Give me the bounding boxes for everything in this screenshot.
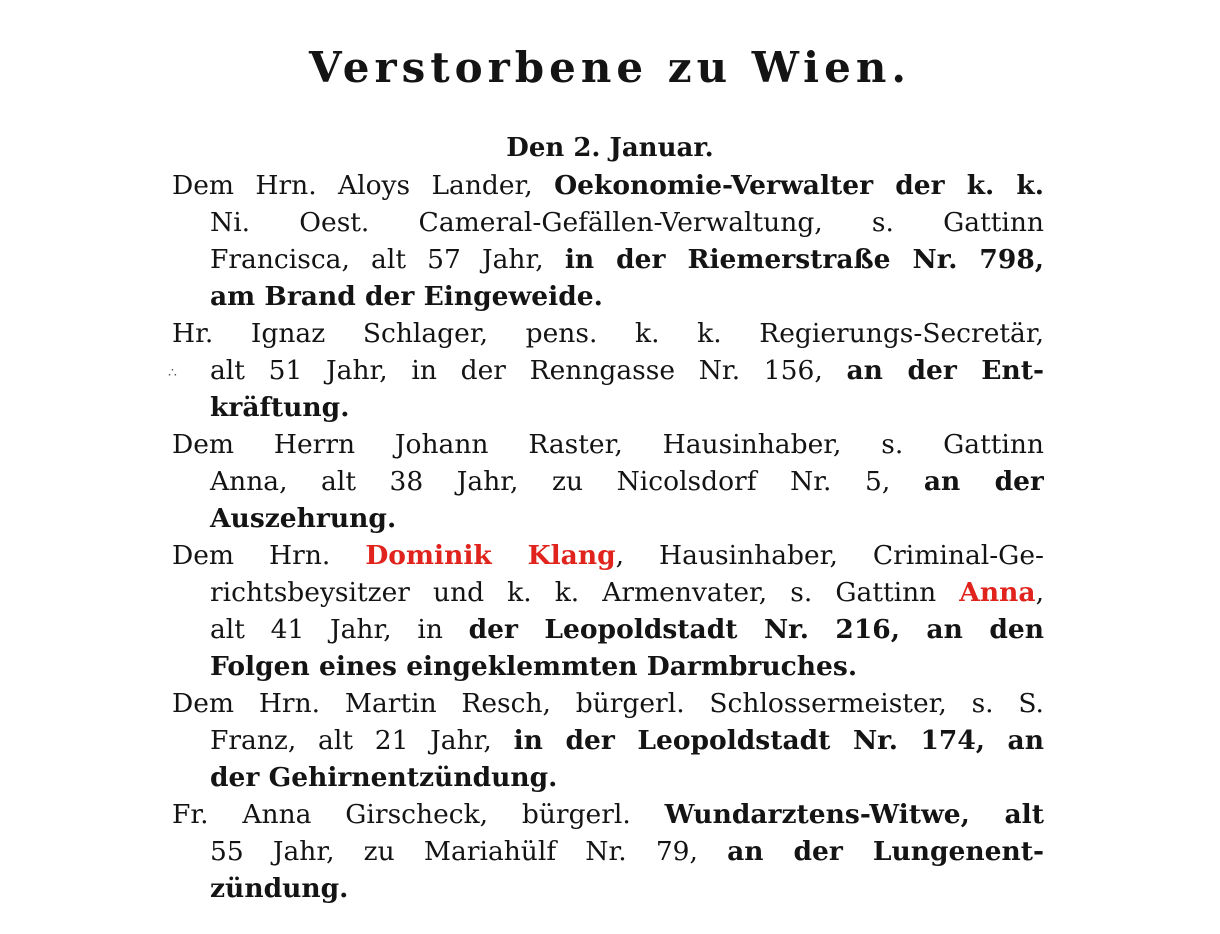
entry-line (172, 648, 1044, 685)
entry-text: Dem Herrn Johann Raster, Hausinhaber, s. Gattinn (172, 429, 1044, 460)
entry-text: Francisca, alt 57 Jahr, (210, 244, 565, 275)
entry-text: Dem Hrn. Aloys Lander, (172, 170, 555, 201)
entry-text: der Gehirnentzündung. (210, 762, 558, 793)
entry-text: Fr. Anna Girscheck, bürgerl. (172, 799, 665, 830)
entry-line (172, 241, 1044, 278)
death-notice-list (172, 167, 1044, 907)
entry-text: kräftung. (210, 392, 350, 423)
entry-text: an der Ent- (846, 355, 1044, 386)
entry-line (172, 722, 1044, 759)
death-notice-entry (172, 167, 1044, 315)
page-title: Verstorbene zu Wien. (308, 43, 911, 92)
entry-text: Dem Hrn. (172, 540, 366, 571)
entry-line (172, 352, 1044, 389)
death-notice-entry (172, 426, 1044, 537)
entry-line (172, 611, 1044, 648)
entry-text: an der (923, 466, 1044, 497)
entry-text: Anna, alt 38 Jahr, zu Nicolsdorf Nr. 5, (210, 466, 924, 497)
death-notice-entry (172, 537, 1044, 685)
entry-line (172, 167, 1044, 204)
entry-line (172, 278, 1044, 315)
date-heading: Den 2. Januar. (506, 133, 714, 163)
entry-text: am Brand der Eingeweide. (210, 281, 603, 312)
entry-text: in der Riemerstraße Nr. 798, (564, 244, 1044, 275)
entry-text: Folgen eines eingeklemmten Darmbruches. (210, 651, 858, 682)
entry-line (172, 500, 1044, 537)
entry-line (172, 463, 1044, 500)
entry-line (172, 315, 1044, 352)
entry-text: der Leopoldstadt Nr. 216, an den (468, 614, 1044, 645)
entry-text: an der Lungenent- (727, 836, 1044, 867)
entry-text: Ni. Oest. Cameral-Gefällen-Verwaltung, s. Gattinn (210, 207, 1044, 238)
entry-line (172, 389, 1044, 426)
entry-line (172, 870, 1044, 907)
death-notice-entry (172, 796, 1044, 907)
entry-line (172, 759, 1044, 796)
entry-line (172, 796, 1044, 833)
entry-line (172, 537, 1044, 574)
entry-text: richtsbeysitzer und k. k. Armenvater, s. Gattinn (210, 577, 960, 608)
entry-text: zündung. (210, 873, 349, 904)
entry-line (172, 204, 1044, 241)
entry-line (172, 685, 1044, 722)
death-notice-entry (172, 685, 1044, 796)
entry-text: Hr. Ignaz Schlager, pens. k. k. Regierungs-Secretär, (172, 318, 1044, 349)
highlighted-name: Dominik Klang (365, 540, 616, 571)
entry-text: 55 Jahr, zu Mariahülf Nr. 79, (210, 836, 728, 867)
highlighted-name: Anna (959, 577, 1036, 608)
entry-text: alt 51 Jahr, in der Renngasse Nr. 156, (210, 355, 847, 386)
entry-text: Wundarztens-Witwe, alt (664, 799, 1044, 830)
entry-text: Auszehrung. (210, 503, 397, 534)
entry-text: Dem Hrn. Martin Resch, bürgerl. Schlossermeister, s. S. (172, 688, 1044, 719)
entry-line (172, 574, 1044, 611)
entry-text: , Hausinhaber, Criminal-Ge- (615, 540, 1044, 571)
entry-text: in der Leopoldstadt Nr. 174, an (513, 725, 1044, 756)
entry-text: , (1035, 577, 1044, 608)
margin-mark: ∴ (168, 365, 177, 381)
entry-text: Franz, alt 21 Jahr, (210, 725, 514, 756)
entry-line (172, 833, 1044, 870)
death-notice-entry (172, 315, 1044, 426)
entry-line (172, 426, 1044, 463)
entry-text: alt 41 Jahr, in (210, 614, 469, 645)
entry-text: Oekonomie-Verwalter der k. k. (554, 170, 1044, 201)
